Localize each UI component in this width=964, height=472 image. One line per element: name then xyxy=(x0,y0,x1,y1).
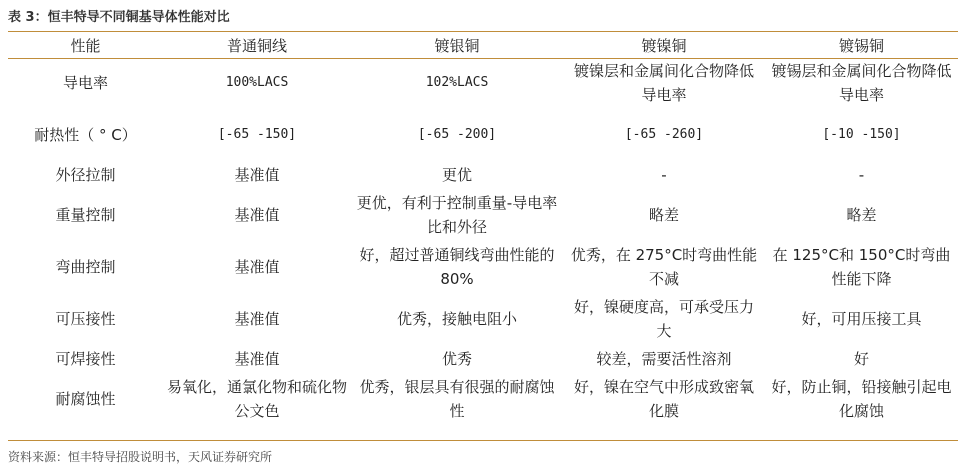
table-cell: 略差 xyxy=(648,206,679,224)
table-cell: [-65 -150] xyxy=(217,127,297,142)
table-cell: 基准值 xyxy=(234,258,280,276)
row-label: 可焊接性 xyxy=(55,350,116,368)
row-label: 重量控制 xyxy=(55,206,116,224)
table-cell: 基准值 xyxy=(234,166,280,184)
bottom-rule xyxy=(8,440,958,441)
table-row xyxy=(8,57,958,109)
table-cell: 基准值 xyxy=(234,310,280,328)
table-cell: 易氧化，通氯化物和硫化物公文色 xyxy=(167,378,348,420)
table-cell: 较差，需要活性溶剂 xyxy=(596,350,732,368)
table-row xyxy=(8,345,958,373)
table-cell: 基准值 xyxy=(234,350,280,368)
table-cell: [-10 -150] xyxy=(822,127,901,142)
table-cell: 优秀，银层具有很强的耐腐蚀性 xyxy=(359,378,555,420)
table-cell: 优秀，在 275°C时弯曲性能不减 xyxy=(570,246,758,288)
table-cell: 更优 xyxy=(441,166,472,184)
table-cell: [-65 -200] xyxy=(417,127,497,142)
comparison-table xyxy=(8,33,958,425)
row-label: 弯曲控制 xyxy=(55,258,116,276)
header-cell: 镀银铜 xyxy=(434,36,480,55)
row-label: 外径拉制 xyxy=(55,166,116,184)
table-row xyxy=(8,109,958,161)
table-cell: 好，超过普通铜线弯曲性能的 80% xyxy=(359,246,555,288)
header-row xyxy=(8,33,958,57)
table-cell: 好 xyxy=(853,350,869,368)
table-title: 表 3：恒丰特导不同铜基导体性能对比 xyxy=(8,10,230,25)
header-cell: 镀镍铜 xyxy=(641,36,687,55)
table-cell: 镀锡层和金属间化合物降低导电率 xyxy=(771,62,952,104)
table-cell: 好，防止铜，铅接触引起电化腐蚀 xyxy=(771,378,952,420)
header-cell: 普通铜线 xyxy=(226,36,287,55)
header-cell: 镀锡铜 xyxy=(838,36,884,55)
table-cell: 优秀，接触电阻小 xyxy=(396,310,517,328)
table-row xyxy=(8,373,958,425)
table-row xyxy=(8,161,958,189)
table-cell: 优秀 xyxy=(441,350,472,368)
table-cell: - xyxy=(858,166,865,184)
table-cell: 镀镍层和金属间化合物降低导电率 xyxy=(573,62,754,104)
row-label: 导电率 xyxy=(62,74,108,92)
table-cell: 好，镍硬度高，可承受压力大 xyxy=(573,298,754,340)
header-cell: 性能 xyxy=(70,36,101,55)
table-cell: 更优，有利于控制重量-导电率比和外径 xyxy=(356,194,558,236)
table-cell: 略差 xyxy=(846,206,877,224)
table-cell: 100%LACS xyxy=(225,75,289,90)
table-cell: 好，镍在空气中形成致密氧化膜 xyxy=(573,378,754,420)
table-cell: [-65 -260] xyxy=(624,127,704,142)
row-label: 耐腐蚀性 xyxy=(55,390,116,408)
table-cell: - xyxy=(661,166,667,184)
row-label: 可压接性 xyxy=(55,310,116,328)
table-row xyxy=(8,293,958,345)
table-cell: 在 125°C和 150°C时弯曲性能下降 xyxy=(772,246,951,288)
table-cell: 基准值 xyxy=(234,206,280,224)
top-rule xyxy=(8,31,958,32)
row-label: 耐热性（ ° C） xyxy=(34,126,137,144)
table-cell: 好，可用压接工具 xyxy=(801,310,922,328)
table-row xyxy=(8,241,958,293)
source-note: 资料来源：恒丰特导招股说明书，天风证券研究所 xyxy=(8,450,273,464)
table-cell: 102%LACS xyxy=(425,75,489,90)
table-row xyxy=(8,189,958,241)
